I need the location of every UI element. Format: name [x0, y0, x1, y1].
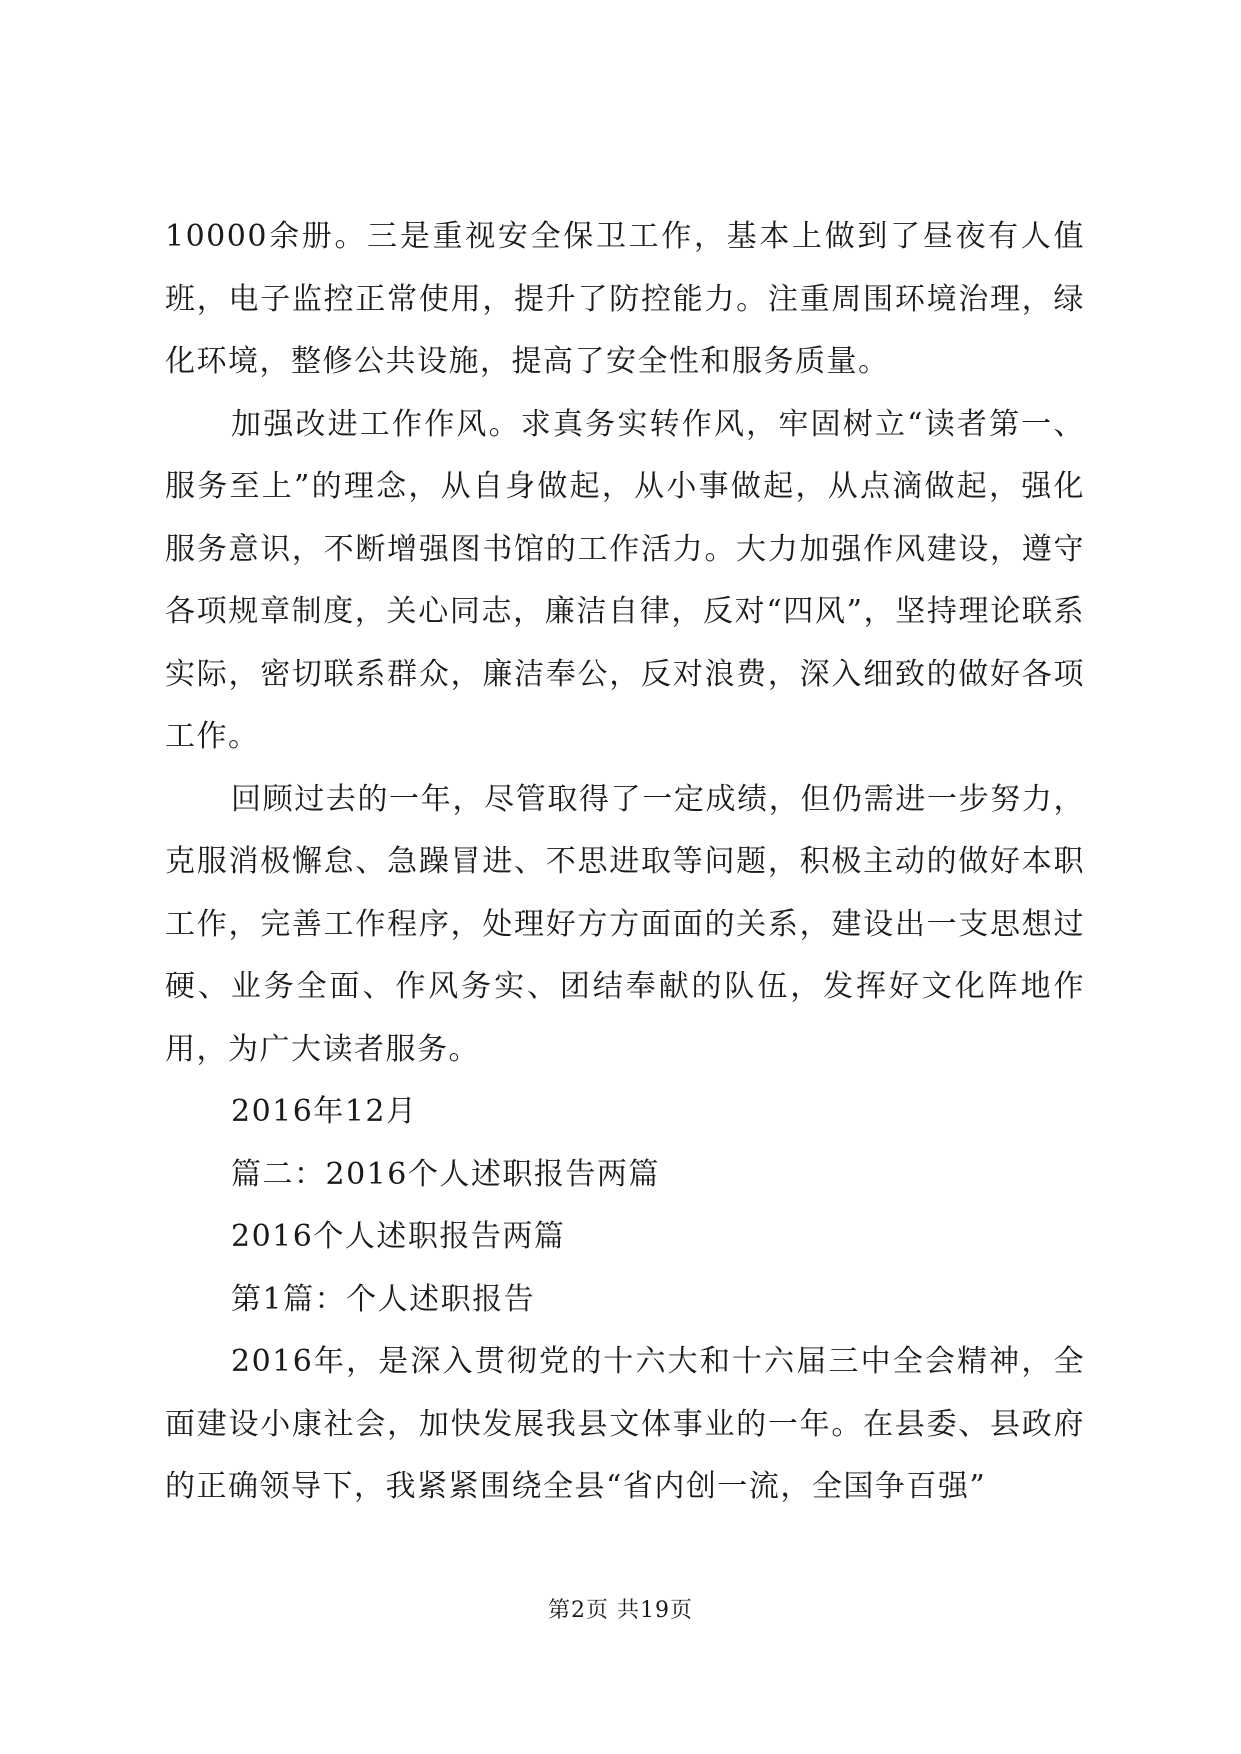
paragraph-work-style: 加强改进工作作风。求真务实转作风，牢固树立“读者第一、服务至上”的理念，从自身做起，从小事做起，从点滴做起，强化服务意识，不断增强图书馆的工作活力。大力加强作风建设，遵守各项规章制度，关心同志，廉洁自律，反对“四风”，坚持理论联系实际，密切联系群众，廉洁奉公，反对浪费，深入细致的做好各项工作。 [165, 406, 1085, 754]
date-line: 2016年12月 [231, 1094, 418, 1129]
page-number-footer: 第2页 共19页 [548, 1598, 693, 1623]
report-subtitle: 第1篇：个人述职报告 [231, 1281, 536, 1317]
paragraph-report-intro: 2016年，是深入贯彻党的十六大和十六届三中全会精神，全面建设小康社会，加快发展我县文体事业的一年。在县委、县政府的正确领导下，我紧紧围绕全县“省内创一流，全国争百强” [165, 1344, 1085, 1504]
report-title: 2016个人述职报告两篇 [231, 1219, 566, 1254]
document-body [165, 206, 1085, 1519]
paragraph-continuation: 10000余册。三是重视安全保卫工作，基本上做到了昼夜有人值班，电子监控正常使用，提升了防控能力。注重周围环境治理，绿化环境，整修公共设施，提高了安全性和服务质量。 [165, 219, 1085, 379]
paragraph-review: 回顾过去的一年，尽管取得了一定成绩，但仍需进一步努力，克服消极懈怠、急躁冒进、不思进取等问题，积极主动的做好本职工作，完善工作程序，处理好方方面面的关系，建设出一支思想过硬、业务全面、作风务实、团结奉献的队伍，发挥好文化阵地作用，为广大读者服务。 [165, 781, 1085, 1067]
section-heading-part-two: 篇二：2016个人述职报告两篇 [231, 1156, 660, 1192]
